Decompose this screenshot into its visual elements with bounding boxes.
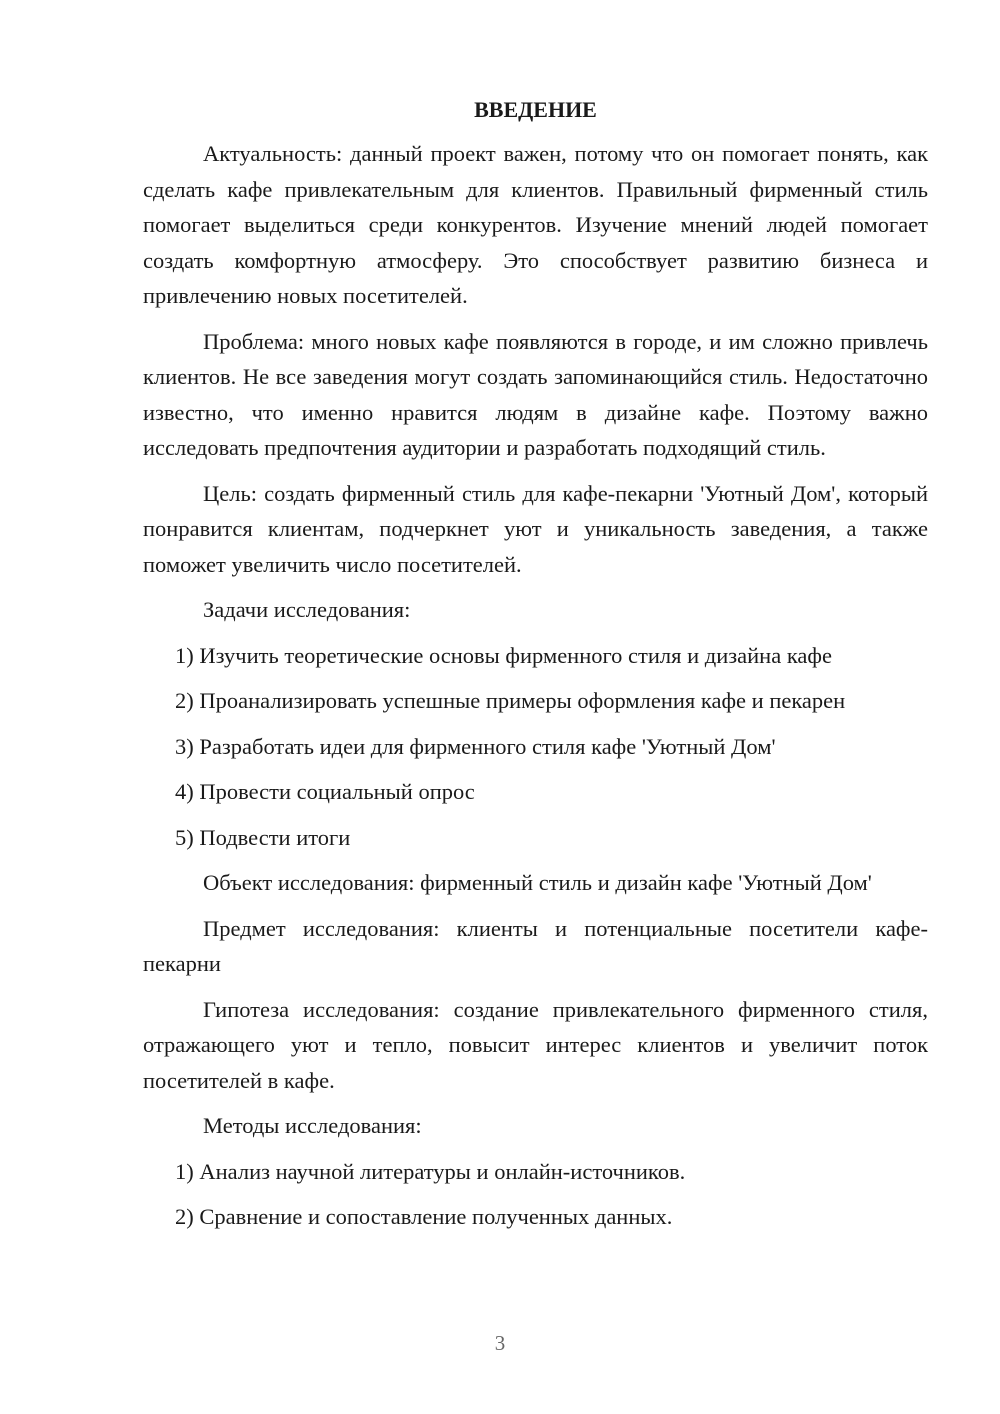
page-number: 3 [494,1331,506,1355]
problem-paragraph: Проблема: много новых кафе появляются в городе, и им сложно привлечь клиентов. Не все заведения могут создать запоминающийся стиль. Недостаточно известно, что именно нравится людям в дизайне кафе. Поэтому важно исследовать предпочтения аудитории и разработать подходящий стиль. [143,328,928,460]
task-item: 4) Провести социальный опрос [175,779,475,804]
method-item: 2) Сравнение и сопоставление полученных данных. [175,1204,673,1229]
method-item: 1) Анализ научной литературы и онлайн-источников. [175,1158,686,1184]
methods-list [143,1154,928,1235]
tasks-list [143,638,928,856]
methods-heading: Методы исследования: [203,1113,422,1138]
task-item: 2) Проанализировать успешные примеры оформления кафе и пекарен [175,688,846,713]
relevance-paragraph: Актуальность: данный проект важен, потому что он помогает понять, как сделать кафе привлекательным для клиентов. Правильный фирменный стиль помогает выделиться среди конкурентов. Изучение мнений людей помогает создать комфортную атмосферу. Это способствует развитию бизнеса и привлечению новых посетителей. [143,141,928,308]
object-paragraph: Объект исследования: фирменный стиль и дизайн кафе 'Уютный Дом' [203,870,872,895]
goal-paragraph: Цель: создать фирменный стиль для кафе-пекарни 'Уютный Дом', который понравится клиентам, подчеркнет уют и уникальность заведения, а также поможет увеличить число посетителей. [143,480,928,577]
document-page [143,92,928,1245]
hypothesis-paragraph: Гипотеза исследования: создание привлекательного фирменного стиля, отражающего уют и тепло, повысит интерес клиентов и увеличит поток посетителей в кафе. [143,996,928,1093]
subject-paragraph: Предмет исследования: клиенты и потенциальные посетители кафе-пекарни [143,915,928,976]
task-item: 1) Изучить теоретические основы фирменного стиля и дизайна кафе [175,642,832,668]
task-item: 3) Разработать идеи для фирменного стиля кафе 'Уютный Дом' [175,733,776,759]
task-item: 5) Подвести итоги [175,824,351,850]
tasks-heading: Задачи исследования: [203,597,411,622]
section-title: ВВЕДЕНИЕ [474,97,597,122]
